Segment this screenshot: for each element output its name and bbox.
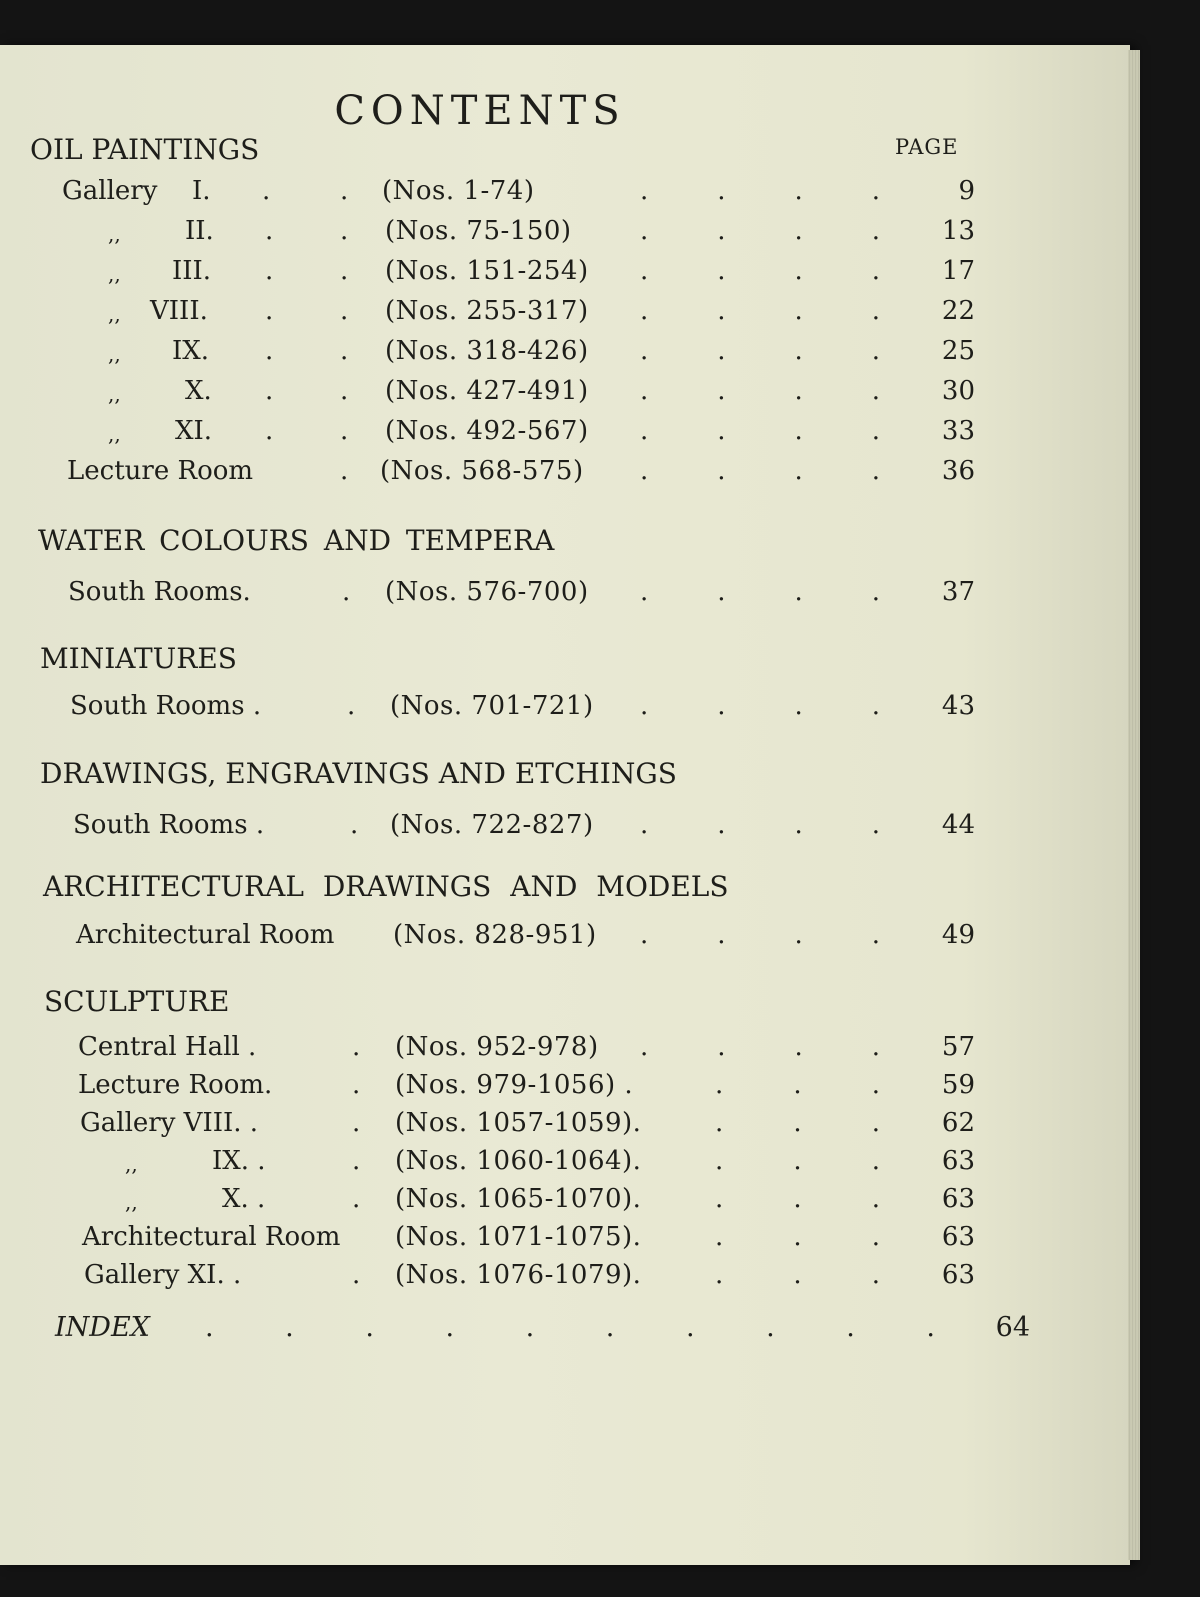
leader-dots: . . . . (640, 256, 880, 286)
ditto-mark: ,, (108, 342, 121, 366)
toc-row (0, 176, 1000, 214)
leader-dot: . (262, 176, 271, 206)
leader-dots: . . . (715, 1260, 880, 1290)
row-range: (Nos. 701-721) (390, 691, 594, 721)
row-range: (Nos. 1060-1064). (395, 1146, 642, 1176)
ditto-mark: ,, (125, 1152, 138, 1176)
row-label: Gallery VIII. . (80, 1108, 259, 1138)
toc-row (0, 376, 1000, 414)
leader-dots: . . . . (640, 216, 880, 246)
toc-row (0, 296, 1000, 334)
section-heading-miniatures: MINIATURES (40, 642, 237, 675)
leader-dot: . (347, 691, 356, 721)
row-page: 63 (941, 1184, 975, 1214)
row-range: (Nos. 576-700) (385, 577, 589, 607)
toc-row (0, 416, 1000, 454)
leader-dots: . . . . (640, 376, 880, 406)
row-range: (Nos. 568-575) (380, 456, 584, 486)
row-page: 9 (958, 176, 975, 206)
section-heading-drawings: DRAWINGS, ENGRAVINGS AND ETCHINGS (40, 757, 677, 790)
row-label: Architectural Room (82, 1222, 341, 1252)
leader-dot: . (265, 216, 274, 246)
toc-row (0, 336, 1000, 374)
row-page: 13 (941, 216, 975, 246)
leader-dot: . (352, 1260, 361, 1290)
leader-dot: . (340, 216, 349, 246)
leader-dots: . . . . (640, 416, 880, 446)
row-page: 63 (941, 1146, 975, 1176)
toc-row (0, 810, 1000, 848)
row-page: 37 (941, 577, 975, 607)
row-label: Lecture Room (67, 456, 254, 486)
leader-dots: . . . . (640, 296, 880, 326)
row-label: Architectural Room (76, 920, 335, 950)
leader-dot: . (340, 416, 349, 446)
leader-dot: . (340, 256, 349, 286)
row-page: 43 (941, 691, 975, 721)
row-roman: I. (192, 176, 211, 206)
row-range: (Nos. 979-1056) . (395, 1070, 634, 1100)
leader-dot: . (265, 376, 274, 406)
leader-dots: . . . . (640, 176, 880, 206)
row-page: 57 (941, 1032, 975, 1062)
toc-row (0, 1260, 1000, 1298)
leader-dots: . . . . (640, 920, 880, 950)
section-heading-architectural: ARCHITECTURAL DRAWINGS AND MODELS (43, 870, 729, 903)
row-range: (Nos. 492-567) (385, 416, 589, 446)
row-range: (Nos. 75-150) (385, 216, 572, 246)
leader-dots: . . . . (640, 456, 880, 486)
leader-dots: . . . (715, 1146, 880, 1176)
leader-dots: . . . . (640, 1032, 880, 1062)
row-range: (Nos. 151-254) (385, 256, 589, 286)
row-range: (Nos. 1076-1079). (395, 1260, 642, 1290)
row-range: (Nos. 1-74) (382, 176, 535, 206)
ditto-mark: ,, (108, 262, 121, 286)
index-page: 64 (995, 1312, 1030, 1343)
leader-dots: . . . (715, 1108, 880, 1138)
toc-row (0, 1146, 1000, 1184)
row-roman: IX. . (212, 1146, 266, 1176)
page-title: CONTENTS (334, 88, 626, 134)
row-range: (Nos. 952-978) (395, 1032, 599, 1062)
leader-dots: . . . . . . . . . . (205, 1312, 935, 1343)
row-roman: X. (185, 376, 212, 406)
row-range: (Nos. 1071-1075). (395, 1222, 642, 1252)
row-page: 33 (941, 416, 975, 446)
row-range: (Nos. 1057-1059). (395, 1108, 642, 1138)
toc-row (0, 1070, 1000, 1108)
leader-dots: . . . . (640, 810, 880, 840)
leader-dot: . (340, 296, 349, 326)
row-label: South Rooms . (73, 810, 265, 840)
row-label: Gallery XI. . (84, 1260, 242, 1290)
row-page: 63 (941, 1222, 975, 1252)
toc-row (0, 691, 1000, 729)
leader-dots: . . . (715, 1070, 880, 1100)
row-roman: XI. (175, 416, 213, 446)
row-page: 63 (941, 1260, 975, 1290)
section-heading-oil-paintings: OIL PAINTINGS (30, 133, 260, 166)
page-column-header: PAGE (895, 135, 959, 159)
toc-row (0, 1184, 1000, 1222)
leader-dots: . . . . (640, 691, 880, 721)
leader-dots: . . . (715, 1184, 880, 1214)
leader-dot: . (265, 416, 274, 446)
toc-row (0, 216, 1000, 254)
toc-row (0, 256, 1000, 294)
section-heading-sculpture: SCULPTURE (44, 985, 230, 1018)
ditto-mark: ,, (108, 382, 121, 406)
row-roman: II. (185, 216, 214, 246)
row-roman: X. . (222, 1184, 266, 1214)
row-page: 22 (941, 296, 975, 326)
ditto-mark: ,, (108, 222, 121, 246)
leader-dot: . (340, 176, 349, 206)
leader-dot: . (352, 1184, 361, 1214)
leader-dot: . (352, 1070, 361, 1100)
row-page: 49 (941, 920, 975, 950)
leader-dot: . (340, 376, 349, 406)
row-label: Gallery (62, 176, 158, 206)
row-range: (Nos. 427-491) (385, 376, 589, 406)
row-range: (Nos. 722-827) (390, 810, 594, 840)
leader-dot: . (350, 810, 359, 840)
row-range: (Nos. 1065-1070). (395, 1184, 642, 1214)
leader-dots: . . . . (640, 577, 880, 607)
row-page: 44 (941, 810, 975, 840)
row-roman: IX. (172, 336, 210, 366)
leader-dot: . (342, 577, 351, 607)
ditto-mark: ,, (125, 1190, 138, 1214)
leader-dot: . (340, 336, 349, 366)
toc-row (0, 1222, 1000, 1260)
leader-dots: . . . (715, 1222, 880, 1252)
row-label: South Rooms . (70, 691, 262, 721)
leader-dot: . (265, 256, 274, 286)
leader-dots: . . . . (640, 336, 880, 366)
leader-dot: . (352, 1146, 361, 1176)
leader-dot: . (265, 296, 274, 326)
row-page: 30 (941, 376, 975, 406)
row-roman: III. (172, 256, 212, 286)
leader-dot: . (352, 1032, 361, 1062)
row-label: Central Hall . (78, 1032, 257, 1062)
leader-dot: . (352, 1108, 361, 1138)
toc-row (0, 1108, 1000, 1146)
row-page: 62 (941, 1108, 975, 1138)
toc-row (0, 1032, 1000, 1070)
ditto-mark: ,, (108, 302, 121, 326)
ditto-mark: ,, (108, 422, 121, 446)
row-page: 36 (941, 456, 975, 486)
row-page: 59 (941, 1070, 975, 1100)
toc-row-index (55, 1312, 1030, 1352)
row-range: (Nos. 318-426) (385, 336, 589, 366)
row-range: (Nos. 828-951) (393, 920, 597, 950)
index-label: INDEX (55, 1312, 150, 1343)
row-range: (Nos. 255-317) (385, 296, 589, 326)
section-heading-water-colours: WATER COLOURS AND TEMPERA (38, 524, 555, 557)
row-label: South Rooms. (68, 577, 251, 607)
leader-dot: . (265, 336, 274, 366)
row-roman: VIII. (150, 296, 208, 326)
toc-row (0, 456, 1000, 494)
row-page: 17 (941, 256, 975, 286)
row-page: 25 (941, 336, 975, 366)
row-label: Lecture Room. (78, 1070, 273, 1100)
leader-dot: . (340, 456, 349, 486)
toc-row (0, 577, 1000, 615)
toc-row (0, 920, 1000, 958)
